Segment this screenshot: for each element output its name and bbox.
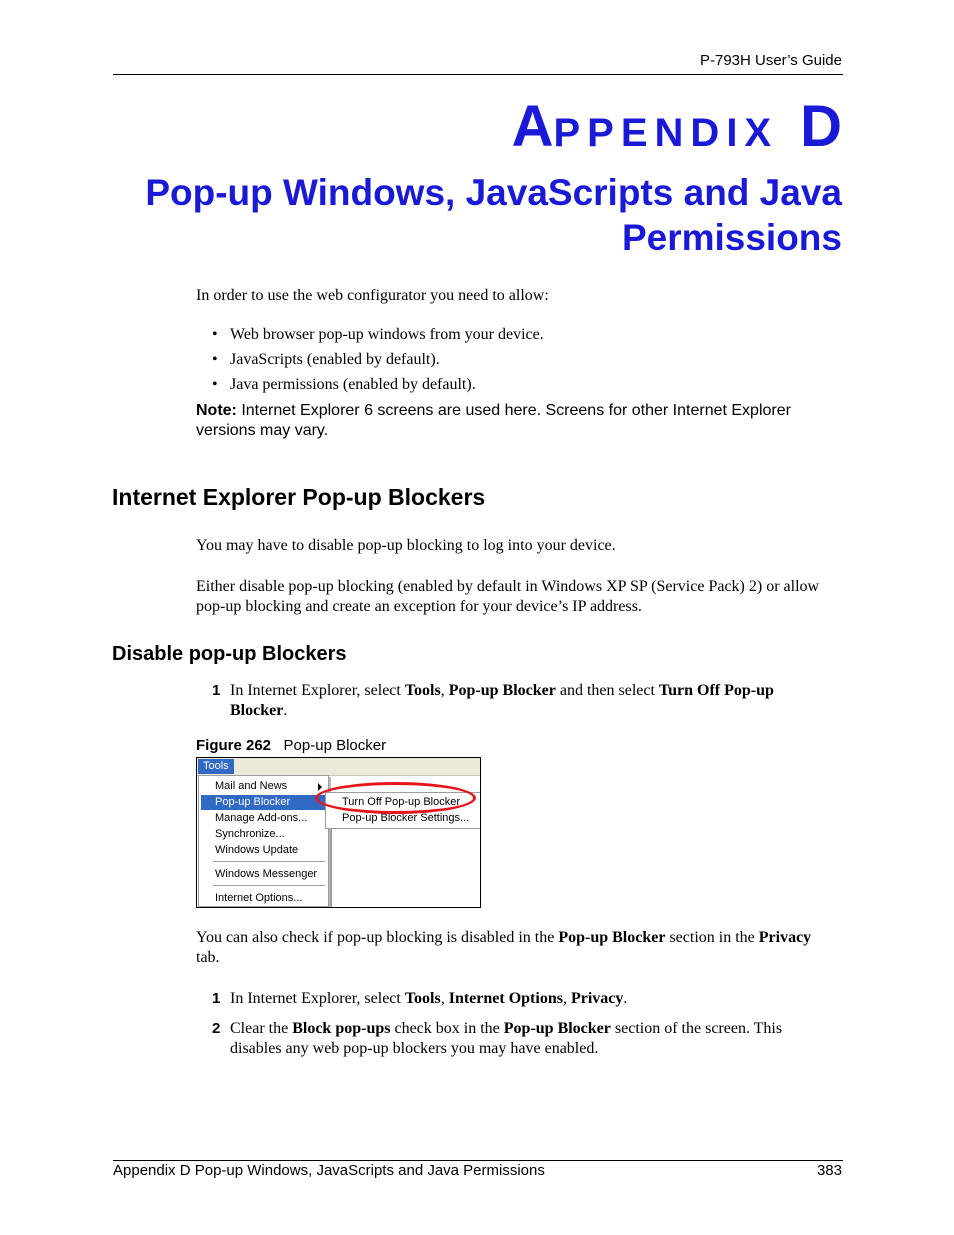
menu-item-mail-and-news[interactable]: Mail and News [201, 779, 326, 794]
section-paragraph: You can also check if pop-up blocking is disabled in the Pop-up Blocker section in the Privacy tab. [196, 929, 812, 966]
menu-item-internet-options[interactable]: Internet Options... [215, 892, 303, 904]
menu-separator [213, 861, 325, 862]
intro-paragraph: In order to use the web configurator you need to allow: [196, 287, 549, 304]
step-item: 2 Clear the Block pop-ups check box in the Pop-up Blocker section of the screen. This disables any web pop-up blockers you may have enabled. [212, 1020, 783, 1057]
step-number: 2 [212, 1020, 221, 1037]
figure-caption: Figure 262 Pop-up Blocker [196, 737, 387, 754]
subsection-heading: Disable pop-up Blockers [112, 643, 347, 665]
bullet-item: • JavaScripts (enabled by default). [212, 351, 440, 368]
menu-item-manage-addons[interactable]: Manage Add-ons... [215, 812, 308, 824]
appendix-letter: D [800, 94, 842, 159]
tools-dropdown [198, 775, 329, 907]
section-paragraph: You may have to disable pop-up blocking to log into your device. [196, 537, 616, 554]
appendix-label [511, 94, 842, 159]
chapter-title: Pop-up Windows, JavaScripts and Java Permissions [145, 172, 842, 258]
footer-title: Appendix D Pop-up Windows, JavaScripts and Java Permissions [113, 1162, 545, 1179]
step-item: 1 In Internet Explorer, select Tools, Pop-up Blocker and then select Turn Off Pop-up Blocker. [212, 682, 774, 719]
bullet-item: • Java permissions (enabled by default). [212, 376, 476, 393]
page-number: 383 [816, 1162, 842, 1179]
step-number: 1 [212, 990, 221, 1007]
highlight-ring [315, 782, 476, 814]
step-item: 1 In Internet Explorer, select Tools, Internet Options, Privacy. [212, 990, 628, 1007]
browser-pane [330, 829, 481, 907]
menu-item-popup-blocker-settings[interactable]: Pop-up Blocker Settings... [342, 812, 470, 824]
note-paragraph: Note: Internet Explorer 6 screens are used here. Screens for other Internet Explorer versions may vary. [196, 402, 791, 439]
menu-item-windows-messenger[interactable]: Windows Messenger [215, 868, 318, 880]
appendix-word: PPENDIX [553, 111, 779, 155]
submenu-arrow-icon [318, 783, 322, 791]
menu-item-turn-off-popup-blocker[interactable]: Turn Off Pop-up Blocker [342, 796, 460, 808]
note-label: Note: [196, 402, 237, 419]
footer-rule [113, 1160, 843, 1161]
menu-item-synchronize[interactable]: Synchronize... [215, 828, 285, 840]
menu-separator [213, 885, 325, 886]
menu-item-windows-update[interactable]: Windows Update [215, 844, 299, 856]
running-header: P-793H User’s Guide [699, 52, 842, 69]
tools-menu[interactable]: Tools [198, 759, 234, 774]
section-heading: Internet Explorer Pop-up Blockers [112, 484, 486, 510]
popup-blocker-figure [196, 757, 481, 908]
section-paragraph: Either disable pop-up blocking (enabled by default in Windows XP SP (Service Pack) 2) or allow pop-up blocking and create an exception for your device’s IP address. [196, 578, 820, 615]
bullet-item: • Web browser pop-up windows from your device. [212, 326, 544, 343]
appendix-initial: A [511, 94, 554, 159]
menu-bar [197, 758, 480, 776]
header-rule [113, 74, 843, 75]
step-number: 1 [212, 682, 221, 699]
menu-item-popup-blocker[interactable]: Pop-up Blocker [201, 795, 326, 810]
